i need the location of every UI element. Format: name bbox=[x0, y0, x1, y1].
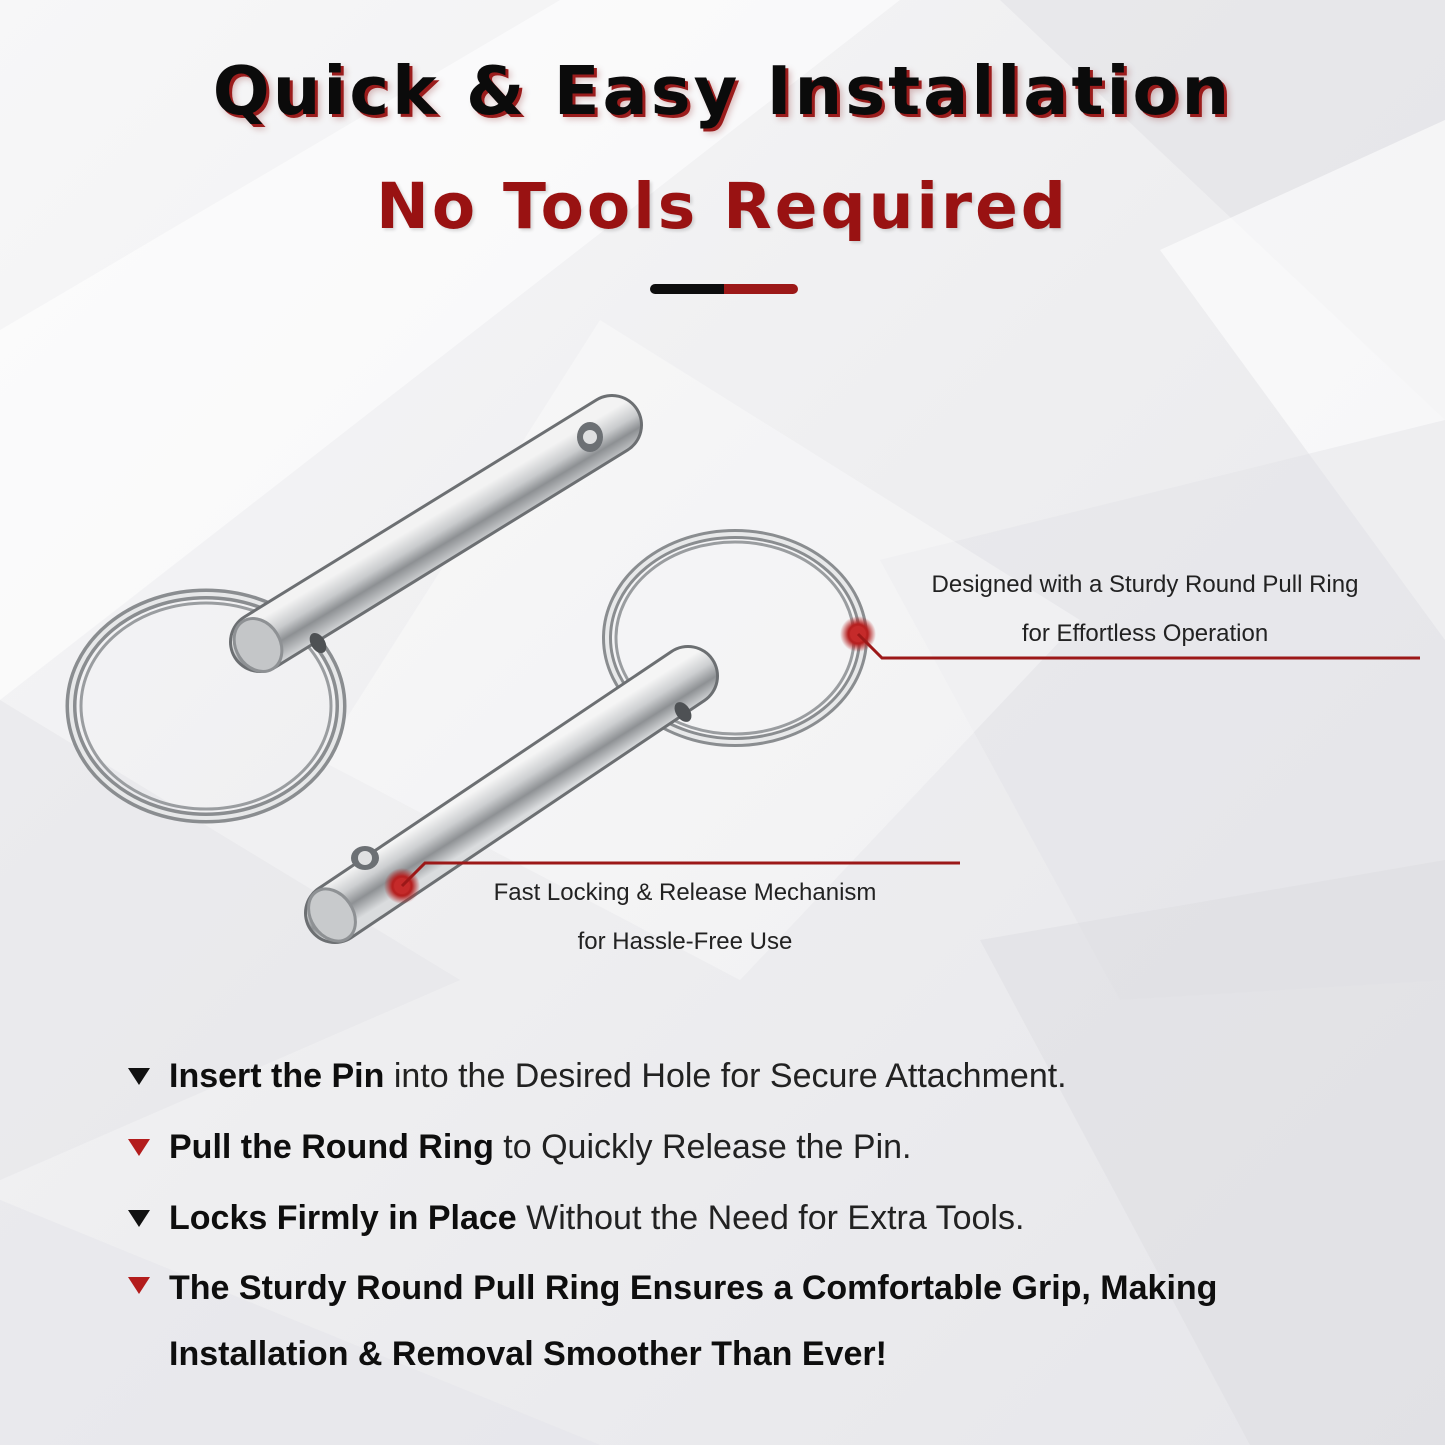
callout-locking-mechanism bbox=[440, 868, 930, 966]
triangle-down-icon bbox=[128, 1210, 150, 1227]
feature-text: into the Desired Hole for Secure Attachment. bbox=[384, 1057, 1067, 1095]
feature-item bbox=[128, 1046, 1378, 1106]
feature-bold-text: Pull the Round Ring bbox=[169, 1128, 494, 1166]
feature-bold-text: The Sturdy Round Pull Ring Ensures a Comfortable Grip, Making Installation & Removal Smoother Than Ever! bbox=[169, 1269, 1218, 1373]
left-pin bbox=[225, 422, 612, 680]
headline-primary: Quick & Easy Installation bbox=[212, 52, 1233, 130]
callout-lock-line2: for Hassle-Free Use bbox=[577, 928, 793, 955]
feature-text: to Quickly Release the Pin. bbox=[493, 1128, 912, 1166]
callout-lock-line1: Fast Locking & Release Mechanism bbox=[493, 879, 877, 906]
feature-item bbox=[128, 1117, 1378, 1177]
feature-item bbox=[128, 1188, 1378, 1248]
triangle-down-icon bbox=[128, 1139, 150, 1156]
feature-bold-text: Locks Firmly in Place bbox=[169, 1199, 517, 1237]
triangle-down-icon bbox=[128, 1068, 150, 1085]
headline-secondary: No Tools Required bbox=[376, 170, 1069, 243]
feature-item bbox=[128, 1255, 1378, 1387]
callout-ring-line1: Designed with a Sturdy Round Pull Ring bbox=[931, 571, 1359, 598]
feature-text: Without the Need for Extra Tools. bbox=[516, 1199, 1025, 1237]
callout-ring-line2: for Effortless Operation bbox=[1021, 620, 1269, 647]
feature-list bbox=[128, 1046, 1378, 1398]
callout-pull-ring bbox=[880, 560, 1410, 658]
triangle-down-icon bbox=[128, 1277, 150, 1294]
feature-bold-text: Insert the Pin bbox=[169, 1057, 385, 1095]
